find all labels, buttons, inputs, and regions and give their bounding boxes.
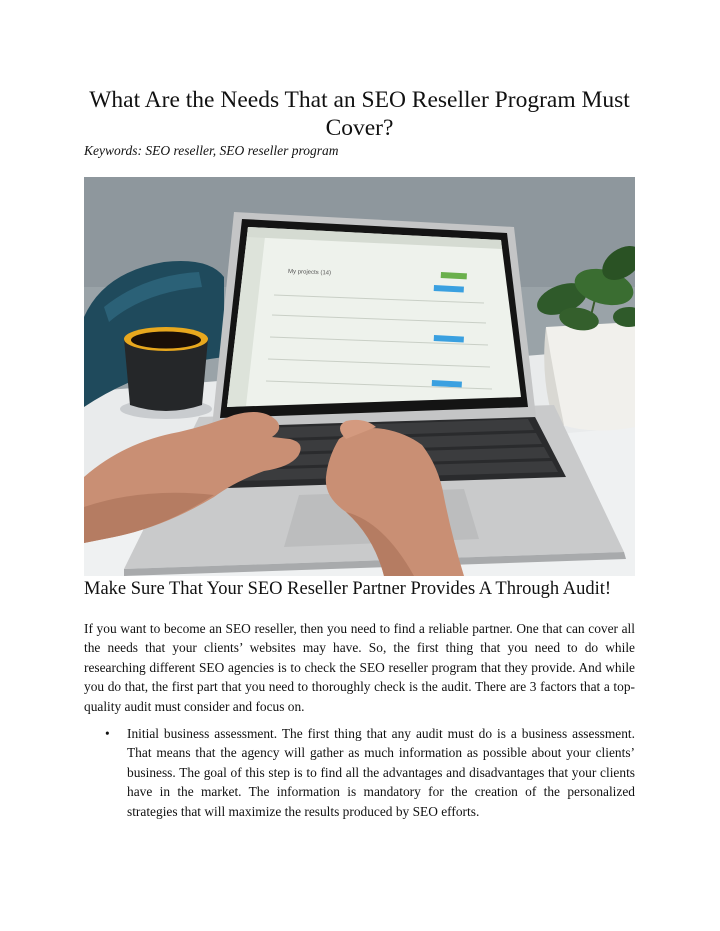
mug-coffee xyxy=(131,332,201,349)
screen-heading: My projects (14) xyxy=(287,269,332,277)
laptop-photo xyxy=(84,177,635,576)
bullet-list xyxy=(84,724,635,821)
intro-paragraph: If you want to become an SEO reseller, then you need to find a reliable partner. One that can cover all the needs that your clients’ websites may have. So, the first thing that you need to do while researching different SEO agencies is to check the SEO reseller program that they provide. And while you do that, the first part that you need to thoroughly check is the audit. There are 3 factors that a top-quality audit must consider and focus on. xyxy=(84,621,635,714)
keywords-line: Keywords: SEO reseller, SEO reseller program xyxy=(84,143,339,158)
section-heading: Make Sure That Your SEO Reseller Partner Provides A Through Audit! xyxy=(84,579,612,599)
bullet-icon: • xyxy=(105,726,110,741)
list-item-text: Initial business assessment. The first thing that any audit must do is a business assessment. That means that the agency will gather as much information as possible about your clients’ business. The goal of this step is to find all the advantages and disadvantages that your clients have in the market. The information is mandatory for the creation of the personalized strategies that will maximize the results produced by SEO efforts. xyxy=(127,726,635,819)
document-title: What Are the Needs That an SEO Reseller Program Must Cover? xyxy=(89,87,630,141)
list-item xyxy=(84,724,635,821)
laptop-screen xyxy=(227,227,521,407)
laptop-photo-illustration xyxy=(84,177,635,576)
